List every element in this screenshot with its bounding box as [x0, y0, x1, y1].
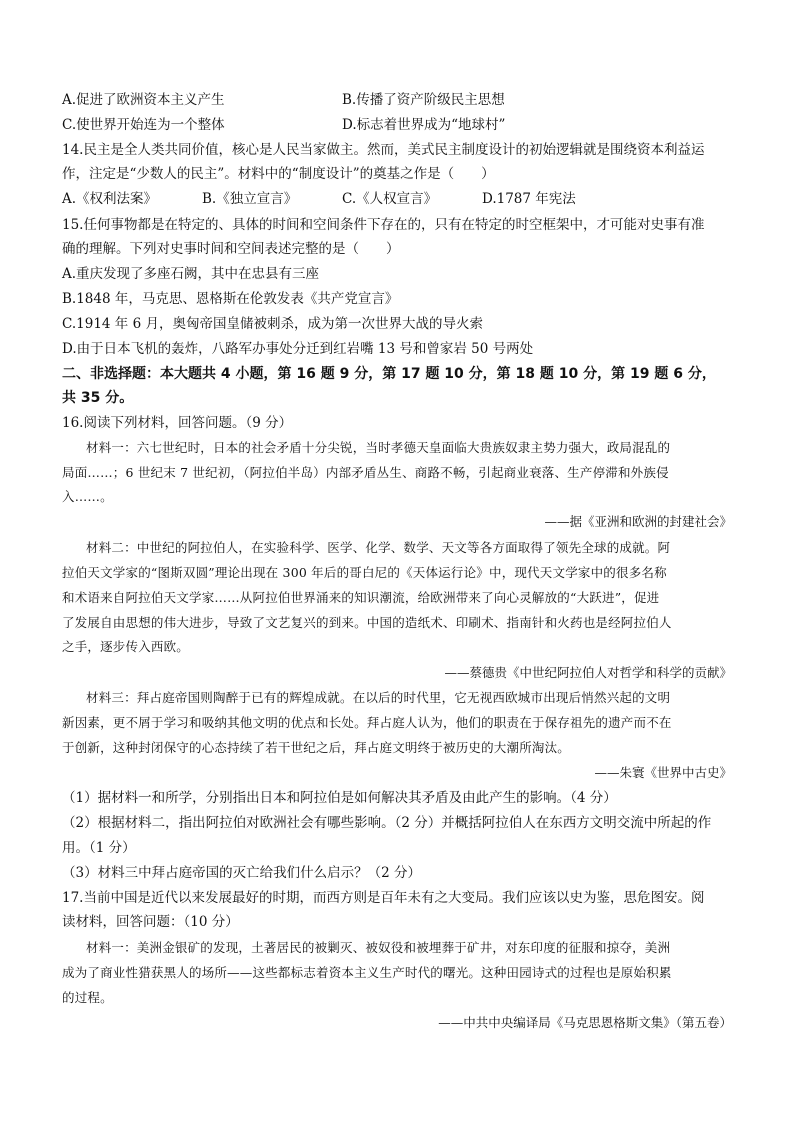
q17-stem-line2: 读材料，回答问题：（10 分） — [62, 914, 239, 930]
q17-material1-line1: 材料一：美洲金银矿的发现，土著居民的被剿灭、被奴役和被埋葬于矿井，对东印度的征服和掠夺，美洲 — [86, 940, 671, 955]
q14-option-c: C.《人权宣言》 — [342, 191, 438, 207]
section2-heading-line1: 二、非选择题：本大题共 4 小题，第 16 题 9 分，第 17 题 10 分，第 18 题 10 分，第 19 题 6 分， — [62, 366, 716, 382]
q16-material3-source: ——朱寰《世界中古史》 — [594, 765, 732, 780]
q16-part2-line1: （2）根据材料二，指出阿拉伯对欧洲社会有哪些影响。（2 分）并概括阿拉伯人在东西方文明交流中所起的作 — [62, 815, 712, 831]
q13-option-d: D.标志着世界成为“地球村” — [342, 117, 506, 133]
q16-material2-source: ——蔡德贵《中世纪阿拉伯人对哲学和科学的贡献》 — [444, 665, 732, 680]
q15-stem-line1: 15.任何事物都是在特定的、具体的时间和空间条件下存在的，只有在特定的时空框架中，才可能对史事有准 — [62, 217, 705, 233]
q15-stem-line2: 确的理解。下列对史事时间和空间表述完整的是（ ） — [62, 241, 400, 257]
q16-material1-source: ——据《亚洲和欧洲的封建社会》 — [544, 514, 732, 529]
q14-option-b: B.《独立宣言》 — [202, 191, 298, 207]
q16-material3-line3: 于创新，这种封闭保守的心态持续了若干世纪之后，拜占庭文明终于被历史的大潮所淘汰。 — [62, 740, 571, 755]
q15-option-d: D.由于日本飞机的轰炸，八路军办事处分迁到红岩嘴 13 号和曾家岩 50 号两处 — [62, 341, 534, 357]
q16-part3: （3）材料三中拜占庭帝国的灭亡给我们什么启示？（2 分） — [62, 865, 421, 881]
section2-heading-line2: 共 35 分。 — [62, 390, 134, 406]
q14-stem-line1: 14.民主是全人类共同价值，核心是人民当家做主。然而，美式民主制度设计的初始逻辑就是围绕资本利益运 — [62, 142, 705, 158]
q16-material1-line3: 入……。 — [62, 489, 113, 504]
q16-part1: （1）据材料一和所学，分别指出日本和阿拉伯是如何解决其矛盾及由此产生的影响。（4 分） — [62, 790, 617, 806]
q13-option-b: B.传播了资产阶级民主思想 — [342, 92, 505, 108]
q13-option-c: C.使世界开始连为一个整体 — [62, 117, 225, 133]
q16-material1-line1: 材料一：六七世纪时，日本的社会矛盾十分尖锐，当时孝德天皇面临大贵族奴隶主势力强大，政局混乱的 — [86, 440, 671, 455]
q17-material1-source: ——中共中央编译局《马克思恩格斯文集》（第五卷） — [438, 1015, 732, 1030]
q16-material3-line2: 新因素，更不屑于学习和吸纳其他文明的优点和长处。拜占庭人认为，他们的职责在于保存祖先的遗产而不在 — [62, 715, 672, 730]
q16-part2-line2: 用。（1 分） — [62, 840, 136, 856]
q13-option-a: A.促进了欧洲资本主义产生 — [62, 92, 225, 108]
q14-stem-line2: 作，注定是“少数人的民主”。材料中的“制度设计”的奠基之作是（ ） — [62, 166, 495, 182]
q16-material2-line4: 了发展自由思想的伟大进步，导致了文艺复兴的到来。中国的造纸术、印刷术、指南针和火药也是经阿拉伯人 — [62, 615, 672, 630]
q14-option-d: D.1787 年宪法 — [482, 191, 576, 207]
q15-option-a: A.重庆发现了多座石阙，其中在忠县有三座 — [62, 266, 320, 282]
q16-material3-line1: 材料三：拜占庭帝国则陶醉于已有的辉煌成就。在以后的时代里，它无视西欧城市出现后悄然兴起的文明 — [86, 690, 671, 705]
q16-stem: 16.阅读下列材料，回答问题。（9 分） — [62, 415, 293, 431]
q16-material2-line5: 之手，逐步传入西欧。 — [62, 639, 190, 654]
q17-material1-line2: 成为了商业性猎获黑人的场所——这些都标志着资本主义生产时代的曙光。这种田园诗式的过程也是原始积累 — [62, 965, 672, 980]
q16-material2-line2: 拉伯天文学家的“图斯双圆”理论出现在 300 年后的哥白尼的《天体运行论》中，现代天文学家中的很多名称 — [62, 565, 667, 580]
q15-option-c: C.1914 年 6 月，奥匈帝国皇储被刺杀，成为第一次世界大战的导火索 — [62, 316, 483, 332]
q16-material2-line1: 材料二：中世纪的阿拉伯人，在实验科学、医学、化学、数学、天文等各方面取得了领先全球的成就。阿 — [86, 540, 671, 555]
q15-option-b: B.1848 年，马克思、恩格斯在伦敦发表《共产党宣言》 — [62, 291, 399, 307]
q17-material1-line3: 的过程。 — [62, 990, 113, 1005]
q14-option-a: A.《权利法案》 — [62, 191, 158, 207]
q17-stem-line1: 17.当前中国是近代以来发展最好的时期，而西方则是百年未有之大变局。我们应该以史为鉴，思危图安。阅 — [62, 890, 705, 906]
q16-material2-line3: 和术语来自阿拉伯天文学家……从阿拉伯世界涌来的知识潮流，给欧洲带来了向心灵解放的“大跃进”，促进 — [62, 590, 660, 605]
q16-material1-line2: 局面……；6 世纪末 7 世纪初，（阿拉伯半岛）内部矛盾丛生、商路不畅，引起商业衰落、生产停滞和外族侵 — [62, 465, 669, 480]
